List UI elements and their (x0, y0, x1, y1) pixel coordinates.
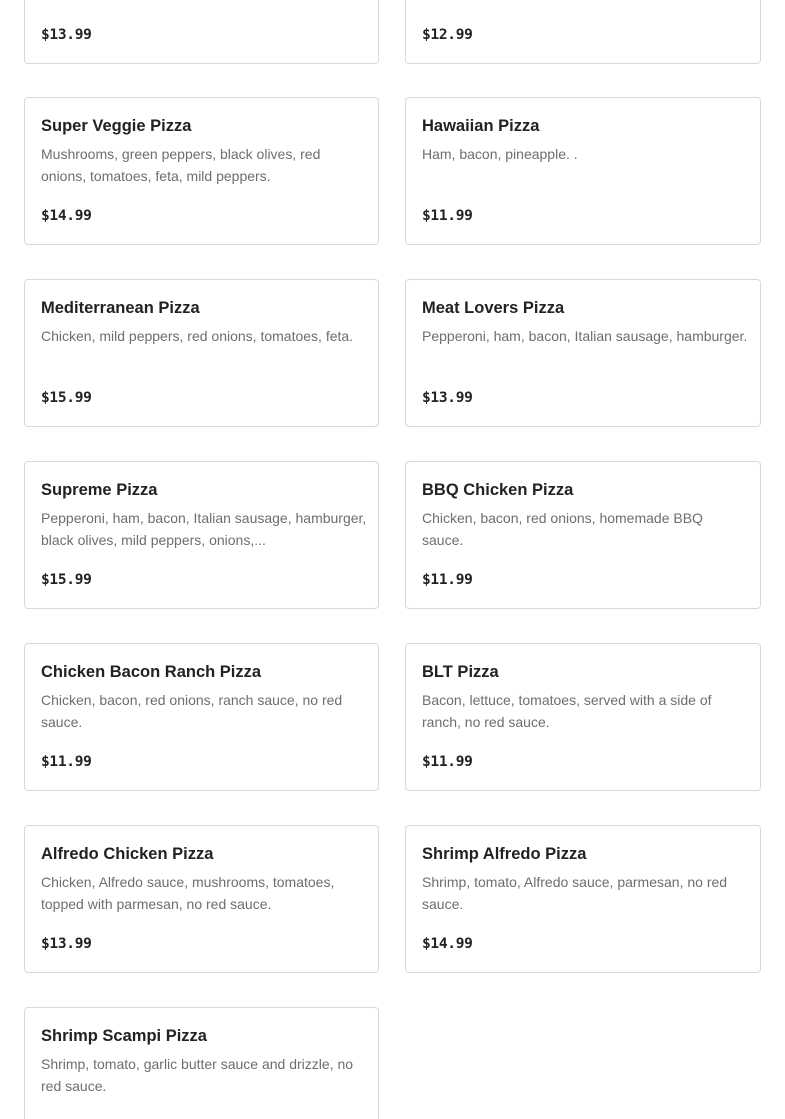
menu-item-card[interactable] (405, 825, 761, 973)
menu-item-card[interactable] (405, 0, 761, 64)
menu-item-card[interactable] (405, 461, 761, 609)
menu-item-price: $13.99 (41, 936, 92, 952)
menu-item-name: Mediterranean Pizza (41, 299, 200, 317)
menu-item-name: BLT Pizza (422, 663, 499, 681)
menu-item-name: Meat Lovers Pizza (422, 299, 565, 317)
menu-item-card[interactable] (24, 97, 379, 245)
menu-item-name: Chicken Bacon Ranch Pizza (41, 663, 262, 681)
menu-item-price: $14.99 (422, 936, 473, 952)
menu-item-card[interactable] (24, 643, 379, 791)
menu-item-card[interactable] (24, 279, 379, 427)
menu-item-card[interactable] (405, 643, 761, 791)
menu-item-description: Chicken, bacon, red onions, homemade BBQ sauce. (422, 510, 703, 548)
menu-item-description: Ham, bacon, pineapple. . (422, 146, 578, 162)
menu-item-price: $11.99 (422, 208, 473, 224)
menu-item-price: $11.99 (422, 572, 473, 588)
menu-item-name: Hawaiian Pizza (422, 117, 540, 135)
menu-item-card[interactable] (405, 279, 761, 427)
menu-item-description: Mushrooms, green peppers, black olives, red onions, tomatoes, feta, mild peppers. (41, 146, 321, 184)
menu-item-card[interactable] (24, 0, 379, 64)
menu-item-name: Super Veggie Pizza (41, 117, 192, 135)
menu-item-name: Shrimp Alfredo Pizza (422, 845, 587, 863)
menu-item-description: Bacon, lettuce, tomatoes, served with a side of ranch, no red sauce. (422, 692, 712, 730)
menu-item-price: $13.99 (41, 27, 92, 43)
menu-item-description: Chicken, mild peppers, red onions, tomatoes, feta. (41, 328, 354, 344)
menu-item-card[interactable] (24, 1007, 379, 1119)
menu-item-description: Pepperoni, ham, bacon, Italian sausage, hamburger, black olives, mild peppers, onions,... (41, 510, 367, 548)
menu-item-description: Chicken, Alfredo sauce, mushrooms, tomatoes, topped with parmesan, no red sauce. (41, 874, 335, 912)
menu-item-name: BBQ Chicken Pizza (422, 481, 574, 499)
menu-item-description: Pepperoni, ham, bacon, Italian sausage, hamburger. (422, 328, 748, 344)
menu-item-card[interactable] (24, 461, 379, 609)
menu-item-price: $11.99 (422, 754, 473, 770)
menu-item-card[interactable] (405, 97, 761, 245)
menu-item-description: Shrimp, tomato, garlic butter sauce and drizzle, no red sauce. (41, 1056, 354, 1094)
menu-item-description: Chicken, bacon, red onions, ranch sauce, no red sauce. (41, 692, 343, 730)
menu-item-name: Supreme Pizza (41, 481, 158, 499)
menu-item-description: Shrimp, tomato, Alfredo sauce, parmesan, no red sauce. (422, 874, 728, 912)
menu-item-price: $13.99 (422, 390, 473, 406)
menu-item-card[interactable] (24, 825, 379, 973)
menu-item-price: $15.99 (41, 390, 92, 406)
menu-item-price: $11.99 (41, 754, 92, 770)
menu-item-price: $15.99 (41, 572, 92, 588)
menu-item-price: $14.99 (41, 208, 92, 224)
menu-item-name: Shrimp Scampi Pizza (41, 1027, 207, 1045)
menu-item-price: $12.99 (422, 27, 473, 43)
menu-item-name: Alfredo Chicken Pizza (41, 845, 214, 863)
